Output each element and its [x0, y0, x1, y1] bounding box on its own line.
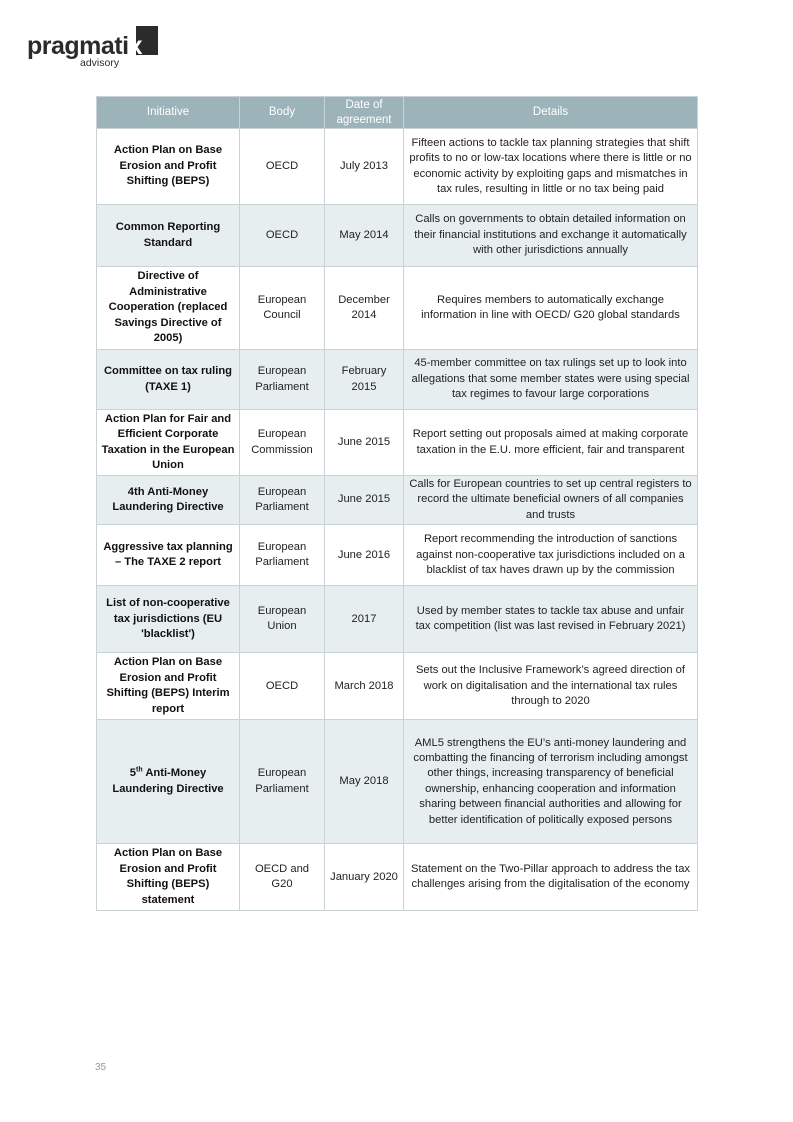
- table-row: [97, 410, 698, 476]
- cell-details: Calls for European countries to set up central registers to record the ultimate beneficial owners of all companies and trusts: [404, 476, 698, 525]
- initiative-ordinal: 5: [129, 767, 136, 780]
- cell-initiative: Action Plan on Base Erosion and Profit Shifting (BEPS) statement: [97, 844, 240, 911]
- cell-initiative: Committee on tax ruling (TAXE 1): [97, 350, 240, 410]
- cell-body: OECD: [240, 653, 325, 720]
- cell-date: May 2014: [325, 205, 404, 267]
- table-row: [97, 476, 698, 525]
- cell-details: 45-member committee on tax rulings set up to look into allegations that some member states were using special tax regimes to favour large corporations: [404, 350, 698, 410]
- cell-details: Sets out the Inclusive Framework’s agreed direction of work on digitalisation and the international tax rules through to 2020: [404, 653, 698, 720]
- table-row: [97, 525, 698, 586]
- cell-initiative: Action Plan on Base Erosion and Profit Shifting (BEPS): [97, 129, 240, 205]
- cell-body: OECD: [240, 205, 325, 267]
- cell-date: June 2015: [325, 410, 404, 476]
- cell-initiative: List of non-cooperative tax jurisdictions (EU 'blacklist'): [97, 586, 240, 653]
- cell-body: OECD: [240, 129, 325, 205]
- table-row: [97, 350, 698, 410]
- cell-details: Report setting out proposals aimed at making corporate taxation in the E.U. more efficient, fair and transparent: [404, 410, 698, 476]
- cell-initiative: Action Plan for Fair and Efficient Corporate Taxation in the European Union: [97, 410, 240, 476]
- cell-date: February 2015: [325, 350, 404, 410]
- header-details: Details: [404, 97, 698, 129]
- cell-date: July 2013: [325, 129, 404, 205]
- cell-date: March 2018: [325, 653, 404, 720]
- cell-details: Requires members to automatically exchange information in line with OECD/ G20 global standards: [404, 267, 698, 350]
- page-number: 35: [95, 1062, 107, 1073]
- table-header-row: [97, 97, 698, 129]
- logo-wordmark: pragmatix: [27, 32, 142, 60]
- cell-initiative: Action Plan on Base Erosion and Profit Shifting (BEPS) Interim report: [97, 653, 240, 720]
- cell-date: December 2014: [325, 267, 404, 350]
- cell-body: European Council: [240, 267, 325, 350]
- cell-details: AML5 strengthens the EU’s anti-money laundering and combatting the financing of terrorism including amongst other things, increasing transparency of beneficial ownership, enhancing cooperation and information sharing between financial authorities and allowing for better identification of politically exposed persons: [404, 720, 698, 844]
- table-row: [97, 129, 698, 205]
- cell-details: Calls on governments to obtain detailed information on their financial institutions and exchange it automatically with other jurisdictions annually: [404, 205, 698, 267]
- table-row: [97, 267, 698, 350]
- cell-date: June 2015: [325, 476, 404, 525]
- cell-initiative: Common Reporting Standard: [97, 205, 240, 267]
- cell-body: European Parliament: [240, 476, 325, 525]
- cell-body: European Parliament: [240, 350, 325, 410]
- cell-date: May 2018: [325, 720, 404, 844]
- cell-initiative: [97, 720, 240, 844]
- cell-date: January 2020: [325, 844, 404, 911]
- cell-details: Statement on the Two-Pillar approach to address the tax challenges arising from the digitalisation of the economy: [404, 844, 698, 911]
- cell-initiative: Aggressive tax planning – The TAXE 2 report: [97, 525, 240, 586]
- initiative-text: Anti-Money Laundering Directive: [112, 767, 224, 795]
- cell-date: 2017: [325, 586, 404, 653]
- header-body: Body: [240, 97, 325, 129]
- cell-date: June 2016: [325, 525, 404, 586]
- table-row: [97, 586, 698, 653]
- initiatives-table: [96, 96, 698, 911]
- table-row: [97, 205, 698, 267]
- cell-body: European Union: [240, 586, 325, 653]
- header-date: Date of agreement: [325, 97, 404, 129]
- initiative-ordinal-suffix: th: [136, 766, 143, 774]
- header-initiative: Initiative: [97, 97, 240, 129]
- cell-body: European Parliament: [240, 720, 325, 844]
- cell-body: European Parliament: [240, 525, 325, 586]
- brand-logo: [27, 26, 162, 72]
- table-row: [97, 653, 698, 720]
- logo-subtitle: advisory: [80, 57, 120, 69]
- cell-initiative: Directive of Administrative Cooperation (replaced Savings Directive of 2005): [97, 267, 240, 350]
- cell-details: Fifteen actions to tackle tax planning strategies that shift profits to no or low-tax locations where there is little or no economic activity by exploiting gaps and mismatches in tax rules, resulting in little or no tax being paid: [404, 129, 698, 205]
- table-row: [97, 844, 698, 911]
- cell-details: Report recommending the introduction of sanctions against non-cooperative tax jurisdictions included on a blacklist of tax haves drawn up by the commission: [404, 525, 698, 586]
- cell-initiative: 4th Anti-Money Laundering Directive: [97, 476, 240, 525]
- logo-x: x: [128, 32, 142, 60]
- table-row: [97, 720, 698, 844]
- cell-details: Used by member states to tackle tax abuse and unfair tax competition (list was last revised in February 2021): [404, 586, 698, 653]
- cell-body: OECD and G20: [240, 844, 325, 911]
- cell-body: European Commission: [240, 410, 325, 476]
